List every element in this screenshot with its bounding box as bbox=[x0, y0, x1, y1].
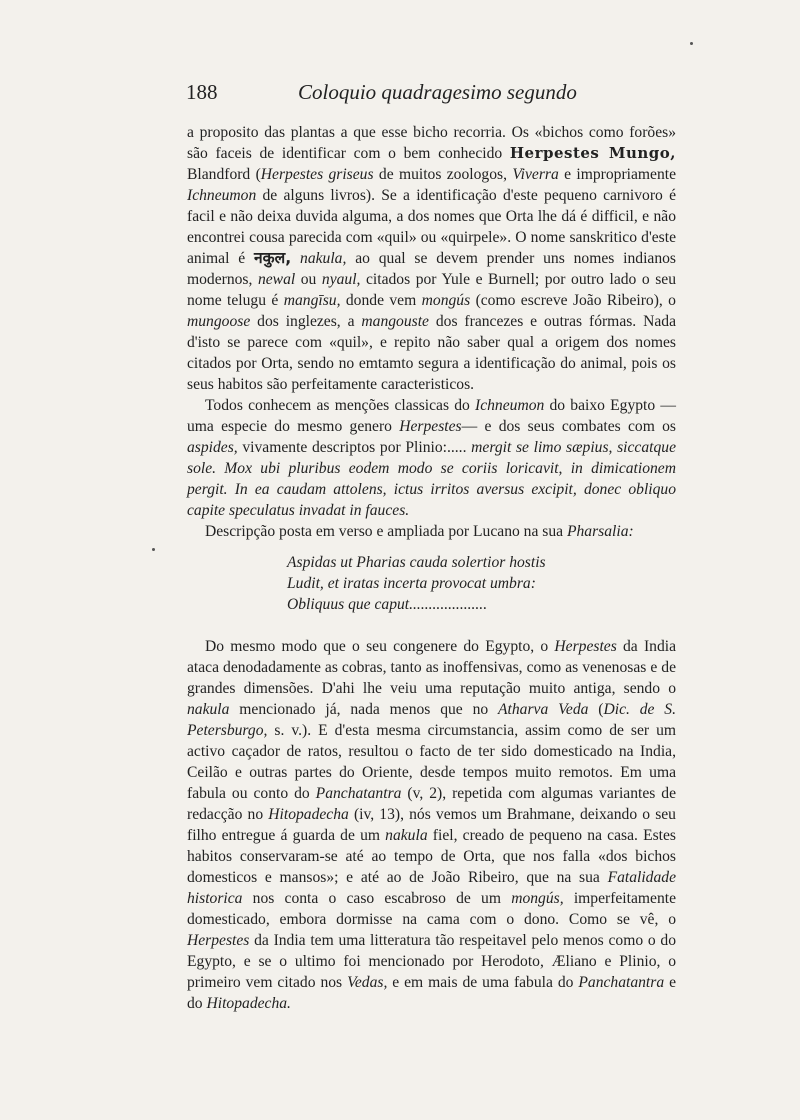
italic-term: Pharsalia: bbox=[566, 523, 634, 540]
text-run: ao qual se devem prender uns nomes indianos modernos, bbox=[187, 250, 676, 288]
italic-term: nakula bbox=[187, 701, 230, 718]
text-run: dos francezes e outras fórmas. Nada d'isto se parece com «quil», e repito não saber qual a origem dos nomes citados por Orta, sendo no emtamto segura a identificação do animal, pois os seus habitos são perfeitamente caracteristicos. bbox=[187, 313, 676, 393]
text-run: — e dos seus combates com os bbox=[461, 418, 676, 435]
italic-term: mangouste bbox=[361, 313, 429, 330]
text-run: dos inglezes, a bbox=[250, 313, 362, 330]
italic-term: nyaul, bbox=[321, 271, 361, 288]
text-run: Do mesmo modo que o seu congenere do Egypto, o bbox=[205, 638, 555, 655]
text-run: da India tem uma litteratura tão respeitavel pelo menos como o do Egypto, e se o ultimo foi mencionado por Herodoto, Æliano e Plinio, o primeiro vem citado nos bbox=[187, 932, 676, 991]
italic-term: mongús bbox=[421, 292, 471, 309]
paper-speck bbox=[690, 42, 693, 45]
italic-term: Fatalidade historica bbox=[187, 869, 676, 907]
italic-term: Atharva Veda bbox=[498, 701, 589, 718]
text-run: nos conta o caso escabroso de um bbox=[242, 890, 512, 907]
text-run: e impropriamente bbox=[558, 166, 677, 183]
spacer bbox=[187, 615, 676, 636]
italic-term: nakula, bbox=[300, 250, 347, 267]
text-run: a proposito das plantas a que esse bicho recorria. Os «bichos como forões» são faceis de identificar com o bem conhecido bbox=[187, 124, 676, 162]
text-run: de alguns livros). Se a identificação d'este pequeno carnivoro é facil e não deixa duvida alguma, a dos nomes que Orta lhe dá é difficil, e não encontrei cousa parecida com «quil» ou «quirpele». O nome sanskritico d'este animal é bbox=[187, 187, 676, 267]
verse-line: Aspidas ut Pharias cauda solertior hostis bbox=[287, 554, 546, 571]
italic-term: aspides, bbox=[187, 439, 238, 456]
italic-term: Herpestes bbox=[187, 932, 250, 949]
italic-term: Ichneumon bbox=[187, 187, 257, 204]
italic-term: Ichneumon bbox=[475, 397, 545, 414]
paragraph-4 bbox=[187, 636, 676, 1014]
text-run: fiel, creado de pequeno na casa. Estes habitos conservaram-se até ao tempo de Orta, que nos falla «dos bichos domesticos e mansos»; e até ao de João Ribeiro, que na sua bbox=[187, 827, 676, 886]
text-run: (v, 2), repetida com algumas variantes de redacção no bbox=[187, 785, 676, 823]
latin-quote: mergit se limo sæpius, siccatque sole. Mox ubi pluribus eodem modo se coriis loricavit, in dimicationem pergit. In ea caudam attolens, ictus irritos aversus excipit, donec obliquo capite speculatus invadat in fauces. bbox=[187, 439, 676, 519]
verse-quote bbox=[287, 552, 676, 615]
text-run: (como escreve João Ribeiro), o bbox=[470, 292, 676, 309]
italic-term: mongús, bbox=[511, 890, 564, 907]
verse-line: Ludit, et iratas incerta provocat umbra: bbox=[287, 575, 536, 592]
text-run: citados por Yule e Burnell; por outro lado o seu nome telugu é bbox=[187, 271, 677, 309]
body-text bbox=[187, 122, 676, 1014]
text-run: Todos conhecem as menções classicas do bbox=[205, 397, 476, 414]
italic-term: mungoose bbox=[187, 313, 251, 330]
italic-term: Panchatantra bbox=[315, 785, 402, 802]
text-run: do baixo Egypto —uma especie do mesmo genero bbox=[187, 397, 676, 435]
italic-term: newal bbox=[257, 271, 296, 288]
text-run: e em mais de uma fabula do bbox=[387, 974, 579, 991]
paragraph-1 bbox=[187, 122, 676, 395]
italic-term: Herpestes bbox=[554, 638, 617, 655]
paragraph-3 bbox=[187, 521, 676, 542]
text-run: imperfeitamente domesticado, embora dormisse na cama com o dono. Como se vê, o bbox=[187, 890, 676, 928]
species-name: Herpestes Mungo, bbox=[509, 144, 676, 162]
devanagari-word: नकुल, bbox=[254, 249, 292, 267]
italic-term: Panchatantra bbox=[578, 974, 665, 991]
text-run: Blandford ( bbox=[187, 166, 261, 183]
text-run: (iv, 13), nós vemos um Brahmane, deixando o seu filho entregue á guarda de um bbox=[187, 806, 676, 844]
text-run: mencionado já, nada menos que no bbox=[229, 701, 499, 718]
italic-term: Dic. de S. Petersburgo, bbox=[187, 701, 676, 739]
paragraph-2 bbox=[187, 395, 676, 521]
text-run: ( bbox=[588, 701, 604, 718]
text-run: Descripção posta em verso e ampliada por Lucano na sua bbox=[205, 523, 567, 540]
text-run: donde vem bbox=[340, 292, 422, 309]
italic-term: Hitopadecha bbox=[268, 806, 349, 823]
verse-line: Obliquus que caput.................... bbox=[287, 596, 488, 613]
italic-term: Hitopadecha. bbox=[206, 995, 291, 1012]
text-run: de muitos zoologos, bbox=[373, 166, 513, 183]
running-title: Coloquio quadragesimo segundo bbox=[298, 80, 577, 104]
italic-term: nakula bbox=[385, 827, 428, 844]
italic-term: mangīsu, bbox=[283, 292, 341, 309]
text-run: e do bbox=[187, 974, 676, 1012]
page-header bbox=[186, 80, 676, 110]
text-run: s. v.). E d'esta mesma circumstancia, assim como de ser um activo caçador de ratos, resultou o facto de ter sido domesticado na India, Ceilão e outras partes do Oriente, desde tempos muito remotos. Em uma fabula ou conto do bbox=[187, 722, 676, 802]
italic-term: Herpestes bbox=[399, 418, 462, 435]
italic-term: Vedas, bbox=[347, 974, 388, 991]
page-number: 188 bbox=[186, 80, 218, 104]
paper-speck bbox=[152, 548, 155, 551]
text-run: da India ataca denodadamente as cobras, tanto as inoffensivas, como as venenosas e de grandes dimensões. D'ahi lhe veiu uma reputação muito antiga, sendo o bbox=[187, 638, 676, 697]
text-run: vivamente descriptos por Plinio:..... bbox=[237, 439, 472, 456]
text-run: ou bbox=[295, 271, 322, 288]
italic-term: Viverra bbox=[512, 166, 559, 183]
italic-term: Herpestes griseus bbox=[260, 166, 374, 183]
